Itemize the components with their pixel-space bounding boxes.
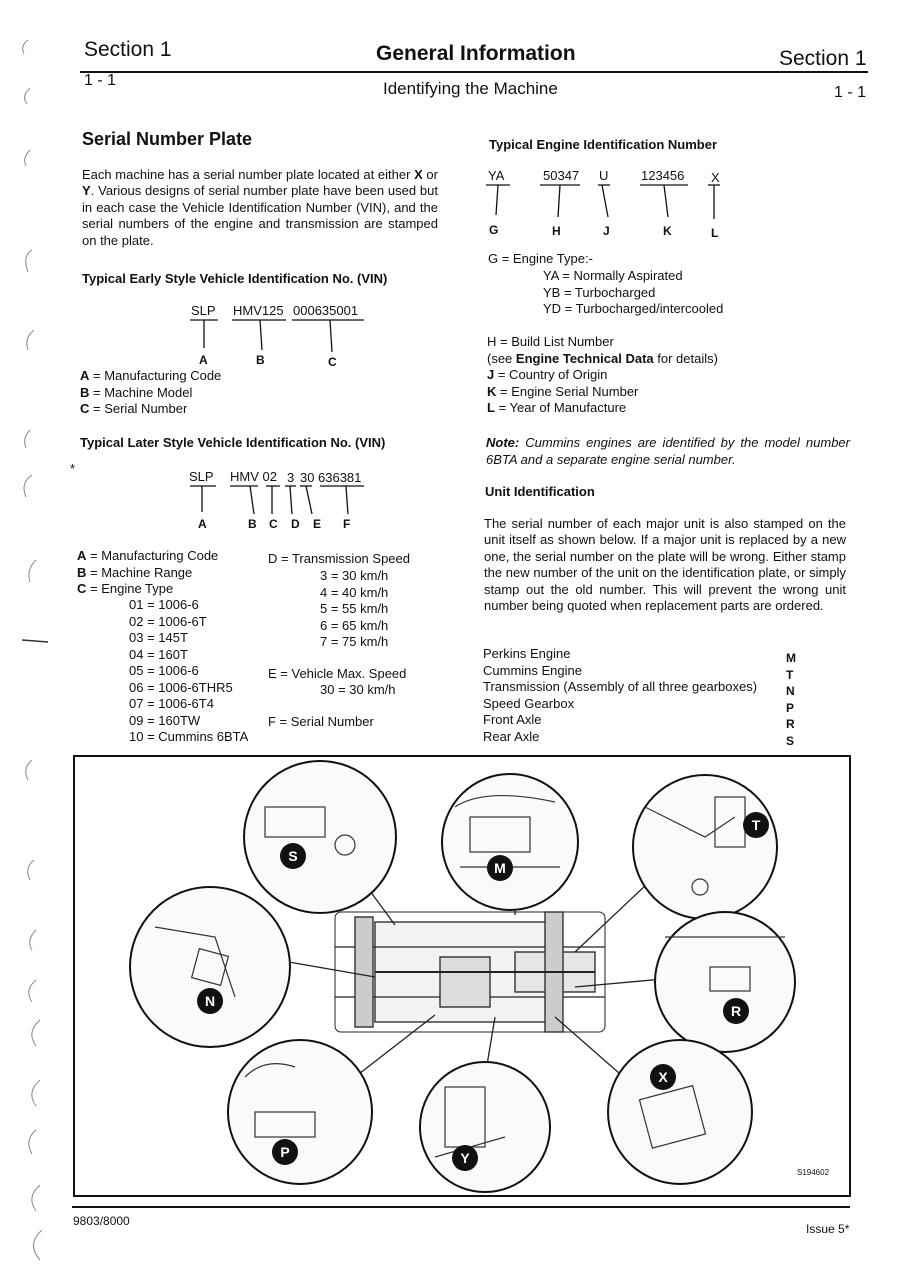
transmission-speed-label: D = Transmission Speed [268,551,410,566]
list-item: 03 = 145T [129,630,188,645]
unit-list [483,646,803,745]
callout-label-m: M [494,860,506,876]
legend-row: K = Engine Serial Number [487,383,639,399]
doc-number: 9803/8000 [73,1214,130,1228]
detail-circle-t [633,775,777,919]
list-item: 09 = 160TW [129,712,201,728]
engine-letter: K [663,224,672,238]
list-item: 7 = 75 km/h [320,634,389,649]
section-label-left: Section 1 [84,38,172,61]
later-code: 636381 [318,470,362,485]
early-letter: B [256,353,265,367]
callout-r [723,998,749,1024]
list-item: 5 = 55 km/h [320,601,389,616]
vehicle-max-speed-label: E = Vehicle Max. Speed [268,666,407,681]
legend-row: L = Year of Manufacture [487,400,627,415]
callout-n [197,988,223,1014]
cummins-note: Note: Cummins engines are identified by the model number 6BTA and a separate engine serial number. [486,435,850,467]
machine-illustration [75,757,849,1195]
later-letter: A [198,517,207,531]
later-letter: F [343,517,351,531]
early-vin-heading: Typical Early Style Vehicle Identification No. (VIN) [82,271,388,286]
engine-code: 50347 [543,168,580,183]
later-code: SLP [189,469,214,484]
early-code: 000635001 [293,303,359,318]
figure-reference: S194602 [797,1168,830,1177]
list-item: Rear Axle [483,728,540,744]
page-number-left: 1 - 1 [84,72,117,89]
unit-code: R [786,717,795,731]
unit-id-paragraph: The serial number of each major unit is also stamped on the unit itself as shown below. If a major unit is replaced by a new one, the serial number on the plate will be wrong. Either stamp the new number of the unit on the identification plate, or simply stamp out the old number. This will prevent the wrong unit number being quoted when replacement parts are ordered. [484,516,846,614]
list-item: 01 = 1006-6 [129,597,199,612]
legend-row: J = Country of Origin [487,367,608,382]
list-item: 07 = 1006-6T4 [129,696,214,711]
callout-p [272,1139,298,1165]
engine-type-options [543,268,723,318]
list-item: 6 = 65 km/h [320,617,389,633]
serial-number-label: F = Serial Number [268,714,374,729]
engine-letter: H [552,224,561,238]
list-item: 04 = 160T [129,646,188,662]
later-code: 30 [300,470,315,485]
legend-row: C = Engine Type [77,581,174,596]
engine-letter: L [711,226,719,240]
legend-row: (see Engine Technical Data for details) [487,350,718,366]
asterisk-mark: * [70,461,76,476]
issue-label: Issue 5* [806,1222,850,1236]
unit-code-list [786,650,796,749]
engine-code: YA [488,168,505,183]
detail-circle-r [655,912,795,1052]
legend-row: B = Machine Model [80,384,193,400]
later-code: HMV 02 [230,469,277,484]
unit-code: S [786,733,795,748]
list-item: YD = Turbocharged/intercooled [543,301,724,316]
callout-label-y: Y [460,1150,470,1166]
detail-circle-m [442,774,578,910]
early-letter: C [328,355,337,369]
callout-m [487,855,513,881]
unit-location-figure [73,755,851,1197]
list-item: Transmission (Assembly of all three gearboxes) [483,679,758,694]
legend-row: H = Build List Number [487,334,614,349]
engine-legend [487,334,718,417]
page-title: General Information [376,42,576,65]
engine-code: U [599,168,609,183]
serial-plate-intro: Each machine has a serial number plate located at either X or Y. Various designs of serial number plate have been used but in each case the Vehicle Identification Number (VIN), and the serial numbers of the engine and transmission are stamped on the plate. [82,167,438,248]
list-item: Front Axle [483,712,542,727]
binder-margin-marks [0,0,60,1285]
legend-row: A = Manufacturing Code [77,548,219,563]
later-vin-heading: Typical Later Style Vehicle Identification No. (VIN) [80,435,386,450]
list-item: 4 = 40 km/h [320,584,389,600]
list-item: 3 = 30 km/h [320,568,389,583]
list-item: Cummins Engine [483,662,582,678]
legend-row: B = Machine Range [77,564,193,580]
early-legend [80,368,221,418]
callout-label-r: R [730,1003,742,1019]
callout-t [743,812,769,838]
unit-id-heading: Unit Identification [485,484,595,499]
footer-rule [72,1206,850,1208]
legend-row: C = Serial Number [80,401,188,416]
later-legend-left [77,548,218,598]
section-label-right: Section 1 [779,47,867,70]
engine-type-label: G = Engine Type:- [488,251,593,266]
page-number-right: 1 - 1 [834,84,867,101]
legend-row: A = Manufacturing Code [80,368,222,383]
early-code: SLP [191,303,216,318]
callout-label-s: S [288,848,298,864]
engine-code: X [711,170,720,185]
engine-id-heading: Typical Engine Identification Number [489,137,718,152]
callout-label-n: N [204,993,216,1009]
unit-code: P [786,700,795,715]
later-code: 3 [287,470,295,485]
list-item: YA = Normally Aspirated [543,268,683,283]
engine-letter: G [489,223,499,237]
early-letter: A [199,353,208,367]
unit-code: M [786,651,796,665]
header-rule [80,71,868,73]
detail-circle-n [130,887,290,1047]
serial-plate-heading: Serial Number Plate [82,129,253,149]
later-letter: E [313,517,322,531]
engine-code: 123456 [641,168,685,183]
list-item: 06 = 1006-6THR5 [129,679,233,695]
early-code: HMV125 [233,303,284,318]
later-letter: C [269,517,278,531]
list-item: Speed Gearbox [483,695,575,711]
callout-x [650,1064,676,1090]
callout-s [280,843,306,869]
list-item: YB = Turbocharged [543,284,656,300]
later-letter: B [248,517,257,531]
list-item: Perkins Engine [483,646,571,661]
speed-list [320,568,388,651]
list-item: 05 = 1006-6 [129,663,199,678]
early-vin-brackets [180,318,380,358]
callout-y [452,1145,478,1171]
callout-label-p: P [280,1144,290,1160]
later-letter: D [291,517,300,531]
callout-label-x: X [658,1069,668,1085]
list-item: 02 = 1006-6T [129,613,207,629]
unit-code: T [786,667,794,682]
list-item: 10 = Cummins 6BTA [129,729,249,744]
later-vin-brackets [180,484,380,520]
engine-letter: J [603,224,610,238]
callout-label-t: T [751,817,761,833]
engine-type-list [129,597,248,746]
unit-code: N [786,684,795,698]
detail-circle-x [608,1040,752,1184]
page-subtitle: Identifying the Machine [383,79,558,98]
engine-id-brackets [480,183,730,223]
vehicle-max-speed-value: 30 = 30 km/h [320,682,396,697]
